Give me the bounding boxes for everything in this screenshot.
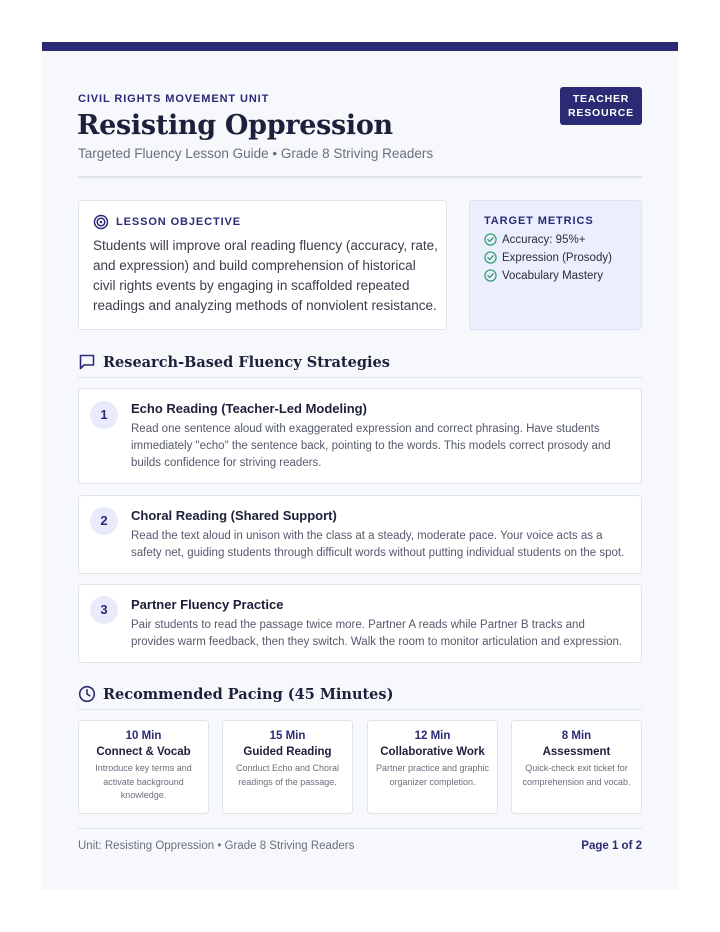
- pacing-activity: Assessment: [542, 746, 611, 758]
- footer-unit-text: Unit: Resisting Oppression • Grade 8 Striving Readers: [78, 840, 355, 852]
- footer-divider: [78, 828, 642, 829]
- top-accent-bar: [42, 42, 678, 51]
- strategy-description: Read the text aloud in unison with the class at a steady, moderate pace. Your voice acts as a safety net, guiding students through difficult words without putting individual students on the spot.: [131, 530, 625, 559]
- objective-heading: LESSON OBJECTIVE: [116, 216, 242, 228]
- strategy-title: Choral Reading (Shared Support): [131, 508, 337, 523]
- pacing-description: Conduct Echo and Choral readings of the passage.: [235, 763, 340, 787]
- strategy-description: Read one sentence aloud with exaggerated expression and correct phrasing. Have students immediately "echo" the sentence back, pointing to the words. This models correct prosody and builds confidence for striving readers.: [131, 423, 611, 469]
- pacing-heading: Recommended Pacing (45 Minutes): [103, 685, 394, 703]
- pacing-description: Quick-check exit ticket for comprehension and vocab.: [522, 763, 631, 787]
- metric-label: Accuracy: 95%+: [502, 233, 586, 246]
- pacing-activity: Collaborative Work: [380, 746, 485, 758]
- lesson-objective-box: [78, 200, 447, 330]
- pacing-activity: Connect & Vocab: [96, 746, 191, 758]
- strategy-number: 2: [90, 507, 118, 535]
- pacing-description: Partner practice and graphic organizer completion.: [375, 763, 490, 787]
- metric-item: [484, 233, 585, 246]
- strategy-number: 3: [90, 596, 118, 624]
- strategies-heading: Research-Based Fluency Strategies: [103, 353, 390, 371]
- chat-bubble-icon: [78, 353, 96, 371]
- section-divider: [78, 709, 642, 710]
- page-number: Page 1 of 2: [581, 840, 642, 852]
- strategy-title: Echo Reading (Teacher-Led Modeling): [131, 401, 367, 416]
- header-divider: [78, 176, 642, 178]
- pacing-minutes: 12 Min: [414, 730, 451, 742]
- clock-icon: [78, 685, 96, 703]
- page-title: Resisting Oppression: [77, 110, 393, 141]
- page-subtitle: Targeted Fluency Lesson Guide • Grade 8 Striving Readers: [78, 146, 434, 161]
- target-metrics-box: [469, 200, 642, 330]
- pacing-card: [222, 720, 353, 814]
- strategies-section-heading: [78, 353, 390, 371]
- badge-line-1: TEACHER: [572, 93, 630, 105]
- check-circle-icon: [484, 233, 497, 246]
- pacing-description: Introduce key terms and activate background knowledge.: [95, 763, 192, 800]
- pacing-card: [367, 720, 498, 814]
- pacing-card: [511, 720, 642, 814]
- pacing-card: [78, 720, 209, 814]
- check-circle-icon: [484, 251, 497, 264]
- check-circle-icon: [484, 269, 497, 282]
- metric-item: [484, 251, 612, 264]
- objective-heading-row: [93, 214, 241, 230]
- section-divider: [78, 377, 642, 378]
- metric-label: Vocabulary Mastery: [502, 269, 603, 282]
- metric-item: [484, 269, 603, 282]
- teacher-resource-badge: [560, 87, 642, 125]
- objective-text: Students will improve oral reading fluency (accuracy, rate, and expression) and build comprehension of historical civil rights events by engaging in scaffolded repeated readings and analyzing methods of nonviolent resistance.: [93, 238, 438, 313]
- metrics-heading: TARGET METRICS: [484, 215, 594, 227]
- strategy-card: [78, 584, 642, 663]
- metric-label: Expression (Prosody): [502, 251, 612, 264]
- target-icon: [93, 214, 109, 230]
- strategy-card: [78, 495, 642, 574]
- unit-label: CIVIL RIGHTS MOVEMENT UNIT: [78, 93, 270, 105]
- pacing-minutes: 15 Min: [269, 730, 306, 742]
- strategy-description: Pair students to read the passage twice more. Partner A reads while Partner B tracks and provides warm feedback, then they switch. Walk the room to monitor articulation and expression.: [131, 619, 623, 648]
- strategy-card: [78, 388, 642, 484]
- pacing-section-heading: [78, 685, 393, 703]
- strategy-title: Partner Fluency Practice: [131, 597, 284, 612]
- pacing-minutes: 10 Min: [125, 730, 162, 742]
- strategy-number: 1: [90, 401, 118, 429]
- badge-line-2: RESOURCE: [568, 107, 634, 119]
- lesson-page: [42, 42, 678, 890]
- pacing-activity: Guided Reading: [243, 746, 332, 758]
- pacing-minutes: 8 Min: [561, 730, 592, 742]
